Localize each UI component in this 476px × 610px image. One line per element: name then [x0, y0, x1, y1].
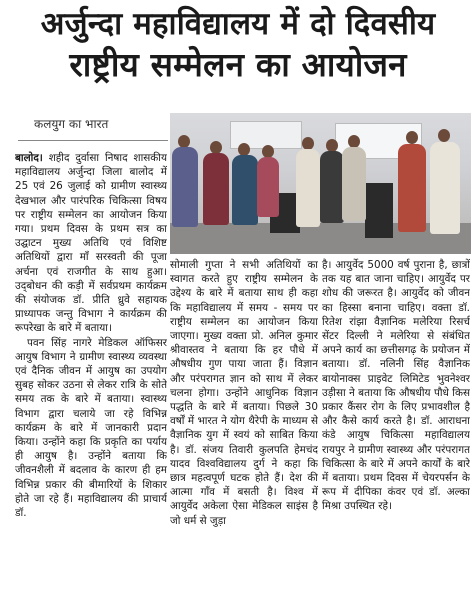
article-paragraph: सोमाली गुप्ता ने सभी अतिथियों का स्वागत करते हुए राष्ट्रीय सम्मेलन के उद्देश्य के बारे में बताया साथ ही कहा कि महाविद्यालय में समय - समय पर राष्ट्रीय सम्मेलन का आयोजन किया जाएगा। मुख्य वक्ता प्रो. अनिल कुमार श्रीवास्तव ने बताया कि हर पौधे में औषधीय गुण पाया जाता हैं। विज्ञान और परंपरागत ज्ञान को साथ में लेकर चलना होगा। उन्होंने आधुनिक विज्ञान पद्धति के बारे में बताया। पिछले 30 वर्षों में भारत ने योग थैरेपी के माध्यम से वैज्ञानिक युग में स्वयं को साबित किया है। डॉ. संजय तिवारी कुलपति हेमचंद यादव विश्वविद्यालय दुर्ग ने कहा कि छात्र महत्वपूर्ण घटक होते हैं। देश की आत्मा गाँव में बसती है। विश्व में आयुर्वेद अकेला ऐसा मेडिकल साइंस है जो धर्म से जुड़ा [170, 259, 318, 527]
article-paragraph: शहीद दुर्वासा निषाद शासकीय महाविद्यालय अर्जुन्दा जिला बालोद में 25 एवं 26 जुलाई को ग्रामीण स्वास्थ्य देखभाल और पारंपरिक चिकित्सा विषय पर राष्ट्रीय सम्मेलन का आयोजन किया गया। प्रथम दिवस के प्रथम सत्र का उद्घाटन मुख्य अतिथि एवं विशिष्ट अतिथियों द्वारा माँ सरस्वती की पूजा अर्चना एवं राजगीत के साथ हुआ। उद्‌बोधन की कड़ी में सर्वप्रथम कार्यक्रम की संयोजक डॉ. प्रीति ध्रुवे सहायक प्राध्यापक जन्तु विभाग ने कार्यक्रम की रूपरेखा के बारे में बताया। [15, 152, 167, 335]
article-paragraph: है। आयुर्वेद 5000 वर्ष पुराना है, छात्रों तक यह बात जाना चाहिए। आयुर्वेद पर शोध की जरूरत है। आयुर्वेद को जीवन का हिस्सा बनाना चाहिए। वक्ता डॉ. रितेश रांझा वैज्ञानिक मलेरिया रिसर्च सेंटर दिल्ली ने मलेरिया से संबंधित अपने कार्य का छत्तीसगढ़ के प्रयोजन में बताया। डॉ. नलिनी सिंह वैज्ञानिक बायोनाक्स प्राइवेट लिमिटेड भुवनेश्वर उड़ीसा ने बताया कि औषधीय पौधे किस प्रकार कैंसर रोग के लिए प्रभावशील है और कैसे कार्य करते है। डॉ. आराधना कंडे आयुष चिकित्सा महाविद्यालय रायपुर ने ग्रामीण स्वास्थ्य और परंपरागत चिकित्सा के बारे में अपने कार्यों के बारे में बताया। प्रथम दिवस में चेयरपर्सन के रूप में दीपिका कंवर एवं डॉ. अल्का मिश्रा उपस्थित रहे। [322, 259, 470, 513]
person [257, 157, 279, 217]
person [172, 147, 198, 227]
article-paragraph: पवन सिंह नागरे मेडिकल ऑफिसर आयुष विभाग ने ग्रामीण स्वास्थ्य व्यवस्था एवं दैनिक जीवन में आयुष का उपयोग सुबह सोकर उठना से लेकर रात्रि के सोते समय तक के बारे में बताया। स्वास्थ्य विभाग द्वारा चलाये जा रहे विभिन्न कार्यक्रम के बारे में जानकारी प्रदान किया। उन्होंने कहा कि प्रकृति का पर्याय ही आयुष है। उन्होंने बताया कि जीवनशैली में बदलाव के कारण ही हम विभिन्न प्रकार की बीमारियों के शिकार होते जा रहे हैं। महाविद्यालय की प्राचार्य डॉ. [15, 336, 167, 520]
conference-group-photo [170, 113, 471, 254]
person-head [406, 131, 418, 144]
byline: कलयुग का भारत [34, 117, 109, 131]
byline-divider [18, 140, 168, 141]
article-column-3 [322, 258, 470, 608]
headline-line-2: राष्ट्रीय सम्मेलन का आयोजन [69, 45, 407, 84]
headline [0, 4, 476, 86]
person [430, 142, 460, 234]
person [398, 144, 426, 232]
person [232, 155, 258, 225]
photo-desk [365, 183, 393, 238]
dateline: बालोद। [15, 152, 43, 164]
headline-line-1: अर्जुन्दा महाविद्यालय में दो दिवसीय [40, 6, 436, 42]
article-column-2 [170, 258, 318, 608]
person [296, 149, 320, 227]
person [320, 151, 344, 223]
person [203, 153, 229, 225]
person [342, 147, 366, 221]
article-column-1 [15, 151, 167, 607]
person-head [438, 129, 450, 142]
